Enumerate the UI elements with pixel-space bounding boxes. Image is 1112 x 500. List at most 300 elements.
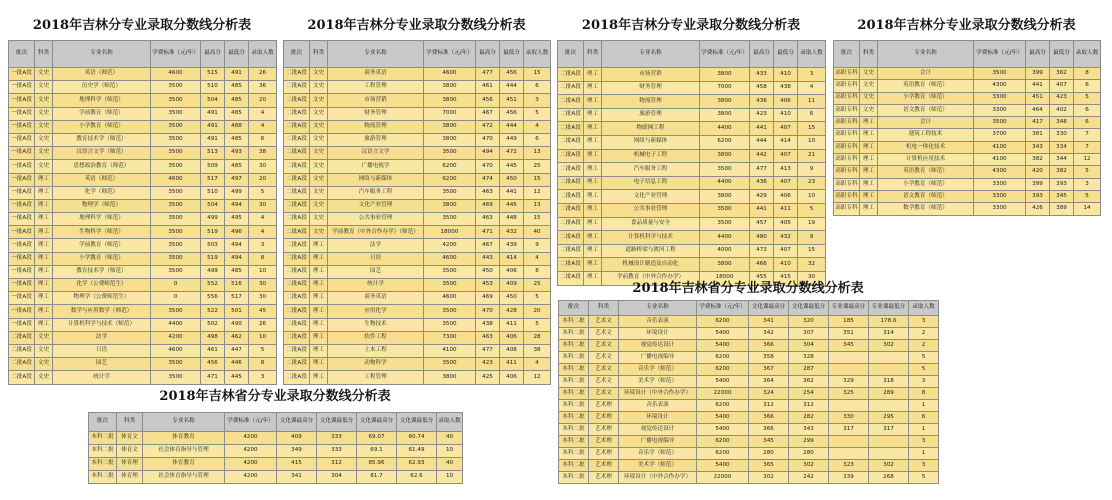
table-cell: 18000	[424, 226, 476, 239]
table-cell: 会计	[878, 68, 974, 80]
table-cell: 理工	[35, 186, 53, 199]
table-cell: 二批A段	[558, 258, 584, 272]
table-cell: 公共事业管理	[328, 213, 424, 226]
table-cell: 3800	[424, 199, 476, 212]
table-cell: 10	[249, 331, 277, 344]
table-cell: 409	[277, 432, 317, 445]
table-row	[558, 176, 826, 190]
table-cell: 485	[225, 94, 249, 107]
table-cell: 理工	[310, 292, 328, 305]
table-cell: 382	[1026, 154, 1050, 166]
table-cell: 445	[500, 199, 524, 212]
table-cell: 美术学（师范）	[619, 460, 697, 472]
table-cell: 文史	[310, 133, 328, 146]
column-header: 学费标准（元/年）	[151, 41, 201, 68]
table-cell: 497	[225, 173, 249, 186]
table-cell: 411	[500, 318, 524, 331]
table-cell: 406	[500, 371, 524, 384]
table-cell: 二批A段	[558, 190, 584, 204]
table-cell: 406	[774, 190, 798, 204]
table-cell: 本科二批	[559, 412, 589, 424]
table-cell: 会计	[878, 117, 974, 129]
table-cell: 519	[201, 252, 225, 265]
table-cell: 广播电视编导	[619, 436, 697, 448]
table-cell: 理工	[310, 371, 328, 384]
table-cell: 体育文	[117, 432, 143, 445]
table-cell: 3	[798, 68, 826, 82]
table-cell: 411	[500, 358, 524, 371]
table-cell: 艺术理	[589, 400, 619, 412]
table-cell: 3500	[151, 358, 201, 371]
table-cell: 音乐表演	[619, 400, 697, 412]
table-cell: 环境设计	[619, 328, 697, 340]
table-cell: 二批A段	[558, 135, 584, 149]
table-cell: 8	[524, 265, 551, 278]
table-cell: 499	[201, 213, 225, 226]
table-row	[9, 358, 277, 371]
table-cell: 一批A段	[9, 94, 35, 107]
table-cell: 304	[317, 471, 357, 484]
table-cell: 3500	[424, 265, 476, 278]
table-cell: 语文教育（师范）	[878, 104, 974, 116]
table-cell: 汽车服务工程	[602, 163, 700, 177]
table-cell: 457	[750, 217, 774, 231]
table-cell: 441	[500, 186, 524, 199]
table-cell: 504	[201, 94, 225, 107]
table-cell: 网络与新媒体	[602, 135, 700, 149]
table-cell: 理工	[310, 252, 328, 265]
table-cell: 物流管理	[602, 95, 700, 109]
table-cell: 理工	[35, 292, 53, 305]
table-cell: 本科二批	[89, 471, 117, 484]
table-cell: 463	[476, 186, 500, 199]
table-cell: 理工	[584, 190, 602, 204]
table-cell: 498	[201, 331, 225, 344]
table-cell: 3500	[424, 186, 476, 199]
table-cell: 本科二批	[559, 436, 589, 448]
table-cell: 艺术文	[589, 340, 619, 352]
table-cell: 文史	[35, 331, 53, 344]
table-6-title: 2018年吉林省分专业录取分数线分析表	[159, 389, 391, 404]
table-cell: 一批A段	[9, 226, 35, 239]
table-cell: 456	[201, 358, 225, 371]
table-cell: 3500	[151, 120, 201, 133]
table-cell: 4000	[700, 244, 750, 258]
table-cell: 理工	[310, 239, 328, 252]
table-cell: 23	[798, 176, 826, 190]
table-cell: 3500	[151, 213, 201, 226]
table-cell: 理工	[584, 203, 602, 217]
table-cell: 423	[750, 108, 774, 122]
table-cell: 469	[476, 199, 500, 212]
table-cell: 艺术理	[589, 412, 619, 424]
table-cell: 4100	[974, 154, 1026, 166]
column-header: 学费标准（元/年）	[424, 41, 476, 68]
table-cell: 理工	[35, 265, 53, 278]
table-cell: 二批A段	[558, 203, 584, 217]
table-row	[834, 203, 1101, 215]
table-row	[558, 68, 826, 82]
table-cell: 动物科学	[328, 358, 424, 371]
table-cell: 美术学（师范）	[619, 376, 697, 388]
table-row	[284, 226, 551, 239]
table-cell: 3	[249, 239, 277, 252]
column-header: 最低分	[1050, 41, 1074, 68]
table-cell: 513	[201, 147, 225, 160]
table-cell: 365	[749, 460, 789, 472]
table-cell: 二批A段	[284, 160, 310, 173]
table-cell: 本科二批	[559, 472, 589, 484]
table-cell: 407	[774, 176, 798, 190]
table-cell: 433	[750, 68, 774, 82]
table-cell: 4100	[424, 344, 476, 357]
table-row	[89, 445, 463, 458]
table-row	[9, 147, 277, 160]
table-cell: 7000	[700, 81, 750, 95]
table-cell: 455	[750, 271, 774, 285]
table-cell: 艺术理	[589, 448, 619, 460]
table-cell: 工程管理	[328, 371, 424, 384]
table-cell: 二批A段	[284, 94, 310, 107]
column-header: 最低分	[774, 41, 798, 68]
table-cell: 一批A段	[9, 133, 35, 146]
table-cell: 10	[437, 445, 463, 458]
table-cell: 20	[249, 173, 277, 186]
column-header: 录取人数	[249, 41, 277, 68]
table-cell: 345	[829, 340, 869, 352]
table-cell: 470	[476, 160, 500, 173]
table-cell: 10	[798, 135, 826, 149]
table-cell: 土木工程	[328, 344, 424, 357]
table-cell: 财务管理	[328, 107, 424, 120]
table-cell: 理工	[584, 244, 602, 258]
column-header: 专业名称	[619, 301, 697, 316]
table-cell: 4	[524, 358, 551, 371]
table-cell: 文史	[310, 173, 328, 186]
table-row	[559, 316, 939, 328]
column-header: 最高分	[1026, 41, 1050, 68]
table-cell: 467	[476, 107, 500, 120]
table-cell: 3500	[151, 305, 201, 318]
table-cell: 38	[524, 344, 551, 357]
table-cell: 本科二批	[89, 432, 117, 445]
table-cell: 501	[225, 305, 249, 318]
table-cell: 统计学	[53, 371, 151, 384]
table-cell: 本科二批	[559, 352, 589, 364]
table-cell: 6	[1074, 117, 1101, 129]
table-cell: 6200	[697, 364, 749, 376]
table-cell: 二批A段	[284, 133, 310, 146]
table-cell: 计算机科学与技术（师范）	[53, 318, 151, 331]
column-header: 科类	[117, 413, 143, 432]
table-cell: 441	[1026, 80, 1050, 92]
table-cell: 一批A段	[9, 292, 35, 305]
table-cell: 7300	[424, 331, 476, 344]
table-cell: 理工	[584, 81, 602, 95]
table-cell: 历史学（师范）	[53, 81, 151, 94]
table-row	[284, 94, 551, 107]
table-cell: 5400	[697, 340, 749, 352]
table-cell: 二批A段	[284, 252, 310, 265]
table-cell: 9	[798, 163, 826, 177]
table-cell: 4	[249, 107, 277, 120]
table-cell: 38	[249, 147, 277, 160]
table-cell: 474	[476, 173, 500, 186]
table-row	[834, 68, 1101, 80]
table-cell: 文史	[310, 68, 328, 81]
table-cell: 理工	[35, 239, 53, 252]
table-cell: 485	[225, 107, 249, 120]
table-row	[9, 318, 277, 331]
table-cell: 334	[1050, 141, 1074, 153]
table-cell: 494	[476, 147, 500, 160]
table-cell: 436	[750, 95, 774, 109]
table-cell: 445	[500, 160, 524, 173]
table-row	[834, 80, 1101, 92]
table-cell: 366	[749, 424, 789, 436]
table-cell: 理工	[35, 305, 53, 318]
table-cell: 理工	[860, 154, 878, 166]
table-cell: 494	[225, 252, 249, 265]
table-cell: 556	[201, 292, 225, 305]
column-header: 批次	[558, 41, 584, 68]
table-cell: 2	[909, 340, 939, 352]
table-cell: 7000	[424, 107, 476, 120]
table-cell: 高职专科	[834, 141, 860, 153]
table-cell: 地理科学（师范）	[53, 213, 151, 226]
table-cell: 商务英语	[328, 292, 424, 305]
table-cell: 451	[1026, 92, 1050, 104]
table-cell: 302	[869, 460, 909, 472]
table-row	[558, 231, 826, 245]
column-header: 学费标准（元/年）	[974, 41, 1026, 68]
table-cell: 345	[749, 436, 789, 448]
table-cell: 体育教育	[143, 458, 225, 471]
table-cell: 3500	[424, 305, 476, 318]
table-cell: 3500	[151, 160, 201, 173]
table-row	[559, 460, 939, 472]
table-cell: 6	[524, 81, 551, 94]
table-cell: 1	[909, 448, 939, 460]
table-cell: 7	[1074, 129, 1101, 141]
table-cell: 理工	[860, 178, 878, 190]
table-cell: 计算机应用技术	[878, 154, 974, 166]
table-row	[558, 95, 826, 109]
table-row	[559, 328, 939, 340]
column-header: 学费标准（元/年）	[697, 301, 749, 316]
table-cell: 510	[201, 81, 225, 94]
column-header: 科类	[35, 41, 53, 68]
table-cell: 9	[798, 231, 826, 245]
table-cell: 一批A段	[9, 199, 35, 212]
table-cell: 30	[249, 160, 277, 173]
table-cell: 407	[774, 244, 798, 258]
table-row	[284, 107, 551, 120]
table-cell: 453	[476, 279, 500, 292]
table-cell: 81.7	[357, 471, 397, 484]
column-header: 文化课最低分	[789, 301, 829, 316]
table-cell: 二批A段	[558, 149, 584, 163]
table-cell: 理工	[584, 95, 602, 109]
table-cell: 文史	[35, 371, 53, 384]
table-row	[559, 412, 939, 424]
table-cell: 423	[1050, 92, 1074, 104]
table-cell: 456	[500, 107, 524, 120]
table-row	[9, 133, 277, 146]
table-cell: 音乐表演	[619, 316, 697, 328]
table-cell: 二批A段	[558, 68, 584, 82]
column-header: 文化课最高分	[749, 301, 789, 316]
table-cell: 3500	[151, 94, 201, 107]
table-cell: 本科二批	[559, 460, 589, 472]
table-cell: 399	[1026, 178, 1050, 190]
table-cell: 25	[524, 279, 551, 292]
table-cell: 广播电视学	[328, 160, 424, 173]
table-cell: 二批A段	[284, 371, 310, 384]
table-cell: 英语教育（师范）	[878, 166, 974, 178]
table-cell: 理工	[35, 173, 53, 186]
table-cell: 3	[909, 436, 939, 448]
table-cell: 文史	[35, 133, 53, 146]
table-cell: 本科二批	[559, 400, 589, 412]
table-cell: 242	[789, 472, 829, 484]
table-cell: 408	[500, 344, 524, 357]
table-row	[559, 376, 939, 388]
table-cell: 3500	[974, 68, 1026, 80]
table-cell: 410	[774, 68, 798, 82]
table-cell: 环境设计（中外合作办学）	[619, 388, 697, 400]
table-cell: 3800	[700, 190, 750, 204]
table-cell: 6200	[424, 173, 476, 186]
table-cell: 园艺	[328, 265, 424, 278]
table-cell: 财务管理	[602, 81, 700, 95]
table-cell: 法学	[328, 239, 424, 252]
table-cell: 30	[249, 199, 277, 212]
table-cell: 438	[774, 81, 798, 95]
table-row	[559, 400, 939, 412]
table-row	[284, 305, 551, 318]
table-row	[9, 81, 277, 94]
table-cell: 358	[749, 352, 789, 364]
table-cell: 一批A段	[9, 239, 35, 252]
table-cell: 410	[774, 108, 798, 122]
table-cell: 4200	[225, 471, 277, 484]
table-cell: 451	[500, 94, 524, 107]
table-4	[833, 40, 1101, 216]
table-cell: 69.1	[357, 445, 397, 458]
table-cell: 高职专科	[834, 154, 860, 166]
table-cell: 理工	[584, 271, 602, 285]
table-cell: 二批A段	[284, 344, 310, 357]
table-cell: 理工	[584, 149, 602, 163]
column-header: 最低分	[500, 41, 524, 68]
table-cell: 二批A段	[9, 358, 35, 371]
table-1	[8, 40, 277, 385]
table-cell: 本科二批	[559, 328, 589, 340]
table-cell: 318	[869, 376, 909, 388]
table-cell: 理工	[860, 141, 878, 153]
table-row	[9, 107, 277, 120]
table-cell: 461	[201, 344, 225, 357]
table-cell: 4	[524, 252, 551, 265]
table-cell: 329	[829, 376, 869, 388]
table-cell: 二批A段	[284, 120, 310, 133]
column-header: 最高分	[750, 41, 774, 68]
table-cell: 文史	[310, 226, 328, 239]
table-cell: 艺术文	[589, 388, 619, 400]
table-cell: 491	[201, 107, 225, 120]
table-cell: 6200	[697, 436, 749, 448]
table-cell: 3	[249, 371, 277, 384]
table-cell: 5	[1074, 166, 1101, 178]
table-cell: 471	[201, 371, 225, 384]
table-cell: 5	[909, 364, 939, 376]
table-cell: 旅游管理	[328, 133, 424, 146]
table-cell: 理工	[584, 217, 602, 231]
table-row	[284, 265, 551, 278]
table-cell: 30	[249, 279, 277, 292]
table-cell: 2	[909, 328, 939, 340]
table-cell: 3300	[974, 178, 1026, 190]
table-cell: 本科二批	[559, 364, 589, 376]
table-cell: 体育理	[117, 471, 143, 484]
table-row	[834, 190, 1101, 202]
table-cell: 理工	[584, 108, 602, 122]
table-cell: 432	[500, 226, 524, 239]
table-cell: 3500	[700, 217, 750, 231]
table-cell: 日语	[53, 344, 151, 357]
column-header: 专业课最低分	[869, 301, 909, 316]
table-cell: 6200	[697, 400, 749, 412]
table-cell: 20	[524, 305, 551, 318]
table-cell: 447	[225, 344, 249, 357]
table-cell: 466	[750, 258, 774, 272]
table-cell: 4400	[700, 231, 750, 245]
table-cell: 405	[774, 217, 798, 231]
table-cell: 494	[225, 239, 249, 252]
table-cell: 本科二批	[559, 448, 589, 460]
table-cell	[829, 364, 869, 376]
table-cell: 艺术理	[589, 472, 619, 484]
table-cell: 园艺	[53, 358, 151, 371]
table-cell: 522	[201, 305, 225, 318]
table-cell	[869, 352, 909, 364]
table-cell: 432	[774, 231, 798, 245]
table-cell: 化学（师范）	[53, 186, 151, 199]
table-cell: 网络与新媒体	[328, 173, 424, 186]
table-cell: 文史	[310, 213, 328, 226]
table-cell: 艺术文	[589, 316, 619, 328]
table-cell: 市场营销	[328, 94, 424, 107]
table-cell	[869, 400, 909, 412]
table-cell: 443	[476, 252, 500, 265]
table-cell: 3	[909, 316, 939, 328]
table-cell: 467	[476, 239, 500, 252]
table-cell: 5400	[697, 412, 749, 424]
table-cell: 文化产业管理	[602, 190, 700, 204]
column-header: 批次	[834, 41, 860, 68]
table-row	[284, 331, 551, 344]
table-cell: 8	[249, 358, 277, 371]
table-row	[284, 199, 551, 212]
column-header: 文化课最低分	[397, 413, 437, 432]
table-cell: 数学与应用数学（师范）	[53, 305, 151, 318]
column-header: 文化课最高分	[277, 413, 317, 432]
table-cell: 25	[524, 160, 551, 173]
table-cell: 生物技术	[328, 318, 424, 331]
table-cell: 444	[750, 135, 774, 149]
table-cell: 3800	[424, 94, 476, 107]
